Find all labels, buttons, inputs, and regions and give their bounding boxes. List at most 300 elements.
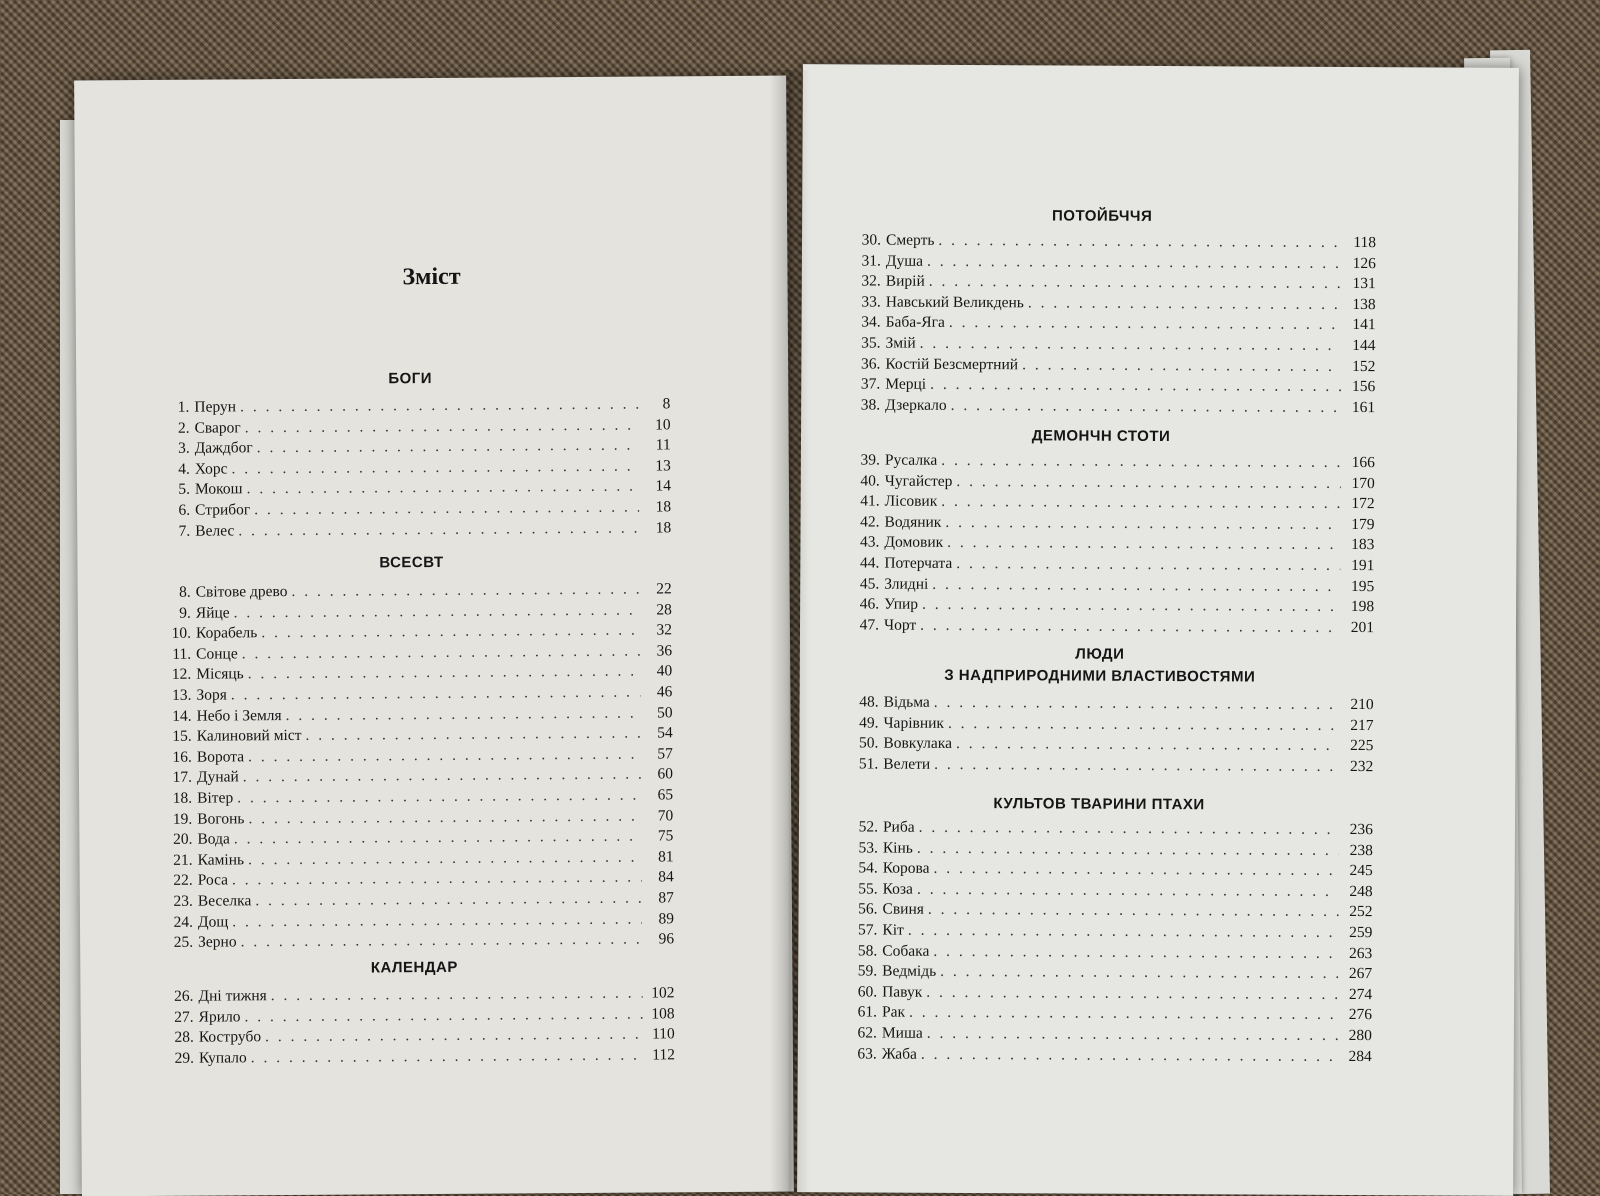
entry-title: Даждбог <box>194 439 253 457</box>
toc-entry[interactable] <box>846 900 1372 923</box>
dot-leader <box>930 375 1341 398</box>
toc-entry[interactable] <box>159 518 671 542</box>
toc-entry[interactable] <box>848 615 1374 638</box>
dot-leader <box>941 492 1341 515</box>
entry-page: 65 <box>657 786 674 804</box>
entry-number: 40. <box>860 472 880 490</box>
entry-number: 49. <box>859 714 879 732</box>
toc-entry[interactable] <box>846 982 1372 1005</box>
entry-title: Вода <box>197 830 230 848</box>
entry-page: 156 <box>1351 378 1376 396</box>
entry-number: 53. <box>858 839 878 857</box>
toc-entry[interactable] <box>849 512 1375 535</box>
entry-number: 61. <box>857 1003 878 1021</box>
dot-leader <box>234 827 642 850</box>
dot-leader <box>243 765 641 788</box>
entry-page: 191 <box>1351 556 1375 575</box>
entry-page: 195 <box>1350 577 1375 595</box>
entry-page: 87 <box>658 889 674 907</box>
entry-number: 11. <box>172 645 192 663</box>
entry-title: Вовкулака <box>883 734 953 753</box>
entry-number: 60. <box>857 983 878 1001</box>
entry-number: 22. <box>173 872 193 890</box>
entry-number: 63. <box>857 1044 877 1063</box>
entry-title: Злидні <box>884 575 929 593</box>
entry-title: Зерно <box>198 933 237 951</box>
entry-number: 17. <box>172 769 193 787</box>
entry-number: 26. <box>174 987 194 1005</box>
entry-number: 46. <box>859 595 880 613</box>
dot-leader <box>265 1025 643 1048</box>
entry-number: 4. <box>178 460 190 478</box>
entry-page: 217 <box>1350 716 1374 734</box>
toc-list-vsesvit <box>160 579 675 953</box>
toc-entry[interactable] <box>848 692 1374 715</box>
dot-leader <box>920 616 1340 639</box>
entry-page: 11 <box>655 436 671 454</box>
entry-title: Русалка <box>884 451 938 469</box>
dot-leader <box>248 744 641 767</box>
entry-title: Калиновий міст <box>196 727 302 745</box>
entry-page: 267 <box>1348 965 1373 983</box>
left-page <box>74 76 794 1196</box>
toc-list-kalendar <box>162 983 675 1069</box>
entry-title: Місяць <box>196 665 244 684</box>
dot-leader <box>951 396 1342 419</box>
entry-page: 118 <box>1353 234 1377 252</box>
entry-title: Роса <box>197 871 229 889</box>
entry-number: 36. <box>860 355 881 373</box>
dot-leader <box>934 693 1340 716</box>
entry-title: Вітер <box>197 789 234 807</box>
entry-page: 126 <box>1352 254 1376 272</box>
toc-entry[interactable] <box>846 1023 1372 1046</box>
entry-page: 274 <box>1348 985 1373 1003</box>
toc-entry[interactable] <box>163 1045 675 1069</box>
entry-title: Кінь <box>882 839 913 857</box>
entry-number: 54. <box>858 859 878 877</box>
entry-page: 152 <box>1352 357 1376 375</box>
toc-entry[interactable] <box>846 920 1372 943</box>
dot-leader <box>232 868 642 891</box>
toc-entry[interactable] <box>850 292 1376 315</box>
entry-page: 8 <box>662 395 671 413</box>
entry-page: 89 <box>658 909 675 927</box>
entry-page: 112 <box>652 1046 675 1064</box>
dot-leader <box>231 683 641 706</box>
entry-number: 58. <box>857 941 878 960</box>
dot-leader <box>927 1024 1338 1047</box>
dot-leader <box>248 847 642 870</box>
entry-number: 15. <box>172 727 192 745</box>
toc-entry[interactable] <box>847 817 1373 840</box>
toc-entry[interactable] <box>849 375 1375 398</box>
entry-title: Коза <box>882 880 914 898</box>
entry-page: 108 <box>651 1004 675 1023</box>
entry-title: Купало <box>198 1049 247 1067</box>
entry-page: 210 <box>1350 696 1374 714</box>
section-heading-kalendar: КАЛЕНДАР <box>370 958 458 977</box>
entry-title: Камінь <box>197 851 245 869</box>
dot-leader <box>246 477 639 500</box>
dot-leader <box>929 272 1342 295</box>
entry-page: 28 <box>656 600 672 619</box>
entry-title: Рак <box>881 1003 906 1022</box>
toc-entry[interactable] <box>846 1044 1372 1067</box>
entry-page: 32 <box>656 621 673 639</box>
entry-page: 280 <box>1348 1026 1372 1045</box>
entry-page: 96 <box>658 930 675 948</box>
entry-number: 42. <box>860 513 880 531</box>
entry-page: 10 <box>654 415 671 434</box>
dot-leader <box>921 1044 1338 1067</box>
entry-number: 3. <box>178 439 190 457</box>
entry-number: 7. <box>178 522 191 540</box>
toc-entry[interactable] <box>850 272 1376 295</box>
entry-page: 172 <box>1351 495 1375 513</box>
entry-title: Кострубо <box>198 1028 262 1046</box>
entry-title: Змій <box>885 334 916 352</box>
entry-title: Чугайстер <box>884 472 953 490</box>
dot-leader <box>947 533 1340 556</box>
entry-page: 161 <box>1351 398 1376 416</box>
entry-title: Свиня <box>882 900 924 919</box>
dot-leader <box>261 621 640 644</box>
entry-number: 20. <box>172 830 193 848</box>
dot-leader <box>956 554 1340 577</box>
dot-leader <box>232 909 642 932</box>
toc-entry[interactable] <box>847 859 1373 882</box>
entry-number: 48. <box>859 693 879 711</box>
entry-title: Зоря <box>196 686 227 704</box>
dot-leader <box>917 880 1339 903</box>
entry-title: Корабель <box>195 624 258 642</box>
entry-number: 21. <box>173 851 193 869</box>
toc-list-bogy <box>158 394 671 542</box>
entry-number: 34. <box>861 313 881 331</box>
entry-number: 25. <box>173 933 194 951</box>
entry-number: 43. <box>860 533 880 551</box>
dot-leader <box>245 415 639 438</box>
entry-title: Костій Безсмертний <box>885 355 1019 373</box>
toc-entry[interactable] <box>162 929 674 953</box>
entry-page: 198 <box>1350 598 1375 616</box>
entry-number: 18. <box>172 789 193 807</box>
dot-leader <box>1022 355 1341 377</box>
entry-page: 84 <box>658 868 674 886</box>
entry-number: 35. <box>861 334 881 352</box>
toc-list-lyudy <box>847 692 1373 777</box>
entry-page: 18 <box>655 498 672 516</box>
dot-leader <box>934 859 1339 882</box>
dot-leader <box>908 921 1339 944</box>
entry-title: Дні тижня <box>198 987 267 1005</box>
entry-page: 131 <box>1352 275 1376 293</box>
entry-number: 28. <box>174 1028 194 1047</box>
entry-number: 1. <box>177 398 190 416</box>
toc-entry[interactable] <box>850 230 1376 253</box>
entry-number: 50. <box>858 734 879 752</box>
dot-leader <box>932 574 1340 597</box>
entry-number: 51. <box>858 755 879 773</box>
entry-title: Вирій <box>885 272 925 290</box>
entry-title: Велети <box>883 755 931 773</box>
entry-number: 33. <box>861 293 881 311</box>
entry-page: 263 <box>1349 944 1373 962</box>
dot-leader <box>948 713 1340 736</box>
entry-title: Вогонь <box>197 809 245 828</box>
entry-title: Собака <box>882 942 930 960</box>
entry-title: Сварог <box>194 418 241 437</box>
toc-entry[interactable] <box>846 962 1372 985</box>
entry-page: 102 <box>651 984 675 1002</box>
entry-page: 236 <box>1349 821 1374 839</box>
toc-entry[interactable] <box>848 595 1374 618</box>
entry-title: Кіт <box>882 921 904 939</box>
entry-title: Небо і Земля <box>196 706 282 725</box>
entry-number: 32. <box>861 272 881 290</box>
entry-title: Дощ <box>197 912 229 931</box>
dot-leader <box>945 513 1340 536</box>
entry-page: 22 <box>656 580 672 598</box>
toc-entry[interactable] <box>847 713 1373 736</box>
entry-page: 276 <box>1348 1006 1373 1024</box>
dot-leader <box>271 984 643 1007</box>
toc-entry[interactable] <box>846 941 1372 964</box>
dot-leader <box>291 580 639 603</box>
entry-title: Риба <box>882 818 915 836</box>
dot-leader <box>934 755 1339 778</box>
entry-title: Велес <box>195 521 235 540</box>
dot-leader <box>928 900 1339 923</box>
entry-title: Смерть <box>885 231 935 249</box>
entry-number: 62. <box>857 1024 877 1042</box>
section-subheading-lyudy: З НАДПРИРОДНИМИ ВЛАСТИВОСТЯМИ <box>944 666 1256 686</box>
entry-title: Водяник <box>884 513 942 531</box>
dot-leader <box>234 600 640 623</box>
entry-page: 144 <box>1352 336 1376 355</box>
entry-page: 252 <box>1349 903 1373 921</box>
entry-number: 13. <box>171 686 192 704</box>
dot-leader <box>940 962 1338 985</box>
entry-title: Миша <box>881 1024 923 1042</box>
entry-number: 52. <box>858 818 879 836</box>
entry-page: 36 <box>656 642 673 660</box>
dot-leader <box>933 941 1338 964</box>
entry-title: Сонце <box>196 645 238 663</box>
entry-title: Мокош <box>194 480 243 499</box>
entry-number: 31. <box>861 252 881 270</box>
dot-leader <box>254 498 639 521</box>
toc-entry[interactable] <box>850 251 1376 274</box>
entry-title: Павук <box>882 983 923 1001</box>
entry-number: 56. <box>858 900 878 918</box>
dot-leader <box>305 724 640 747</box>
entry-title: Корова <box>882 859 930 877</box>
entry-number: 39. <box>860 451 880 469</box>
toc-entry[interactable] <box>846 1003 1372 1026</box>
dot-leader <box>1028 293 1342 315</box>
entry-page: 138 <box>1352 295 1376 313</box>
dot-leader <box>237 785 641 808</box>
entry-title: Мерці <box>885 375 927 393</box>
entry-number: 24. <box>173 913 194 931</box>
entry-number: 23. <box>173 892 193 910</box>
section-heading-demonichni-istoty: ДЕМОНЧН СТОТИ <box>1031 427 1171 446</box>
entry-title: Домовик <box>884 533 944 552</box>
entry-number: 55. <box>858 880 878 898</box>
section-heading-lyudy: ЛЮДИ <box>1075 645 1125 663</box>
section-heading-vsesvit: ВСЕСВТ <box>379 553 444 572</box>
entry-page: 70 <box>657 806 674 824</box>
entry-number: 38. <box>860 396 881 414</box>
entry-title: Перун <box>194 398 237 416</box>
dot-leader <box>240 395 638 418</box>
dot-leader <box>956 472 1340 495</box>
entry-number: 16. <box>172 748 192 766</box>
entry-page: 13 <box>655 457 671 475</box>
dot-leader <box>238 518 639 541</box>
page-title: Зміст <box>402 263 461 291</box>
toc-entry[interactable] <box>847 838 1373 861</box>
entry-number: 10. <box>171 624 192 643</box>
entry-number: 37. <box>860 375 881 393</box>
book-gutter-shadow <box>770 70 810 1194</box>
entry-page: 238 <box>1349 841 1373 859</box>
entry-title: Лісовик <box>884 492 938 511</box>
entry-title: Ведмідь <box>882 962 937 980</box>
toc-entry[interactable] <box>847 879 1373 902</box>
entry-title: Веселка <box>197 892 252 910</box>
dot-leader <box>922 595 1340 618</box>
entry-page: 60 <box>657 765 674 783</box>
entry-number: 8. <box>179 583 191 601</box>
dot-leader <box>920 334 1342 357</box>
entry-page: 14 <box>655 477 672 495</box>
entry-title: Баба-Яга <box>885 313 945 332</box>
toc-entry[interactable] <box>849 354 1375 377</box>
dot-leader <box>917 838 1339 861</box>
entry-page: 170 <box>1351 474 1375 492</box>
entry-title: Чарівник <box>883 714 945 732</box>
toc-entry[interactable] <box>849 471 1375 494</box>
entry-number: 29. <box>174 1049 194 1067</box>
entry-number: 14. <box>172 707 192 725</box>
toc-entry[interactable] <box>849 395 1375 418</box>
dot-leader <box>257 436 639 459</box>
entry-number: 27. <box>174 1008 194 1026</box>
dot-leader <box>919 818 1339 841</box>
toc-entry[interactable] <box>849 492 1375 515</box>
entry-page: 232 <box>1349 757 1374 775</box>
entry-title: Дзеркало <box>885 396 947 414</box>
entry-page: 245 <box>1349 862 1373 880</box>
entry-number: 6. <box>178 501 191 519</box>
entry-page: 225 <box>1350 737 1374 755</box>
dot-leader <box>255 888 642 911</box>
toc-entry[interactable] <box>849 333 1375 356</box>
right-page <box>797 64 1519 1196</box>
entry-page: 57 <box>657 745 673 763</box>
entry-page: 18 <box>655 518 672 537</box>
dot-leader <box>248 662 641 685</box>
dot-leader <box>242 641 641 664</box>
entry-title: Дунай <box>196 768 239 787</box>
entry-page: 110 <box>652 1025 675 1043</box>
section-heading-kultovi-tvaryny: КУЛЬТОВ ТВАРИНИ ПТАХИ <box>993 795 1205 814</box>
entry-title: Ярило <box>198 1007 241 1026</box>
toc-entry[interactable] <box>848 533 1374 556</box>
entry-number: 2. <box>177 419 190 437</box>
entry-number: 12. <box>171 666 192 684</box>
entry-page: 166 <box>1351 454 1375 472</box>
entry-page: 54 <box>657 724 673 742</box>
toc-entry[interactable] <box>847 754 1373 777</box>
entry-number: 30. <box>861 231 882 249</box>
entry-number: 41. <box>860 492 880 510</box>
toc-entry[interactable] <box>848 574 1374 597</box>
entry-title: Жаба <box>881 1045 917 1063</box>
entry-title: Навський Великдень <box>885 293 1024 312</box>
entry-page: 201 <box>1350 618 1375 636</box>
entry-page: 248 <box>1349 882 1373 900</box>
toc-entry[interactable] <box>850 313 1376 336</box>
dot-leader <box>949 313 1342 336</box>
entry-title: Стрибог <box>195 501 251 519</box>
entry-title: Упир <box>884 595 919 613</box>
entry-number: 59. <box>857 962 878 980</box>
entry-title: Хорс <box>194 460 228 478</box>
entry-number: 47. <box>859 616 880 634</box>
entry-page: 75 <box>657 827 674 845</box>
toc-list-potoybichchya <box>849 230 1376 418</box>
entry-title: Потерчата <box>884 554 953 572</box>
entry-number: 19. <box>172 810 193 828</box>
entry-title: Ворота <box>196 748 245 766</box>
toc-entry[interactable] <box>849 450 1375 473</box>
entry-number: 9. <box>179 604 191 622</box>
entry-page: 141 <box>1352 316 1376 334</box>
dot-leader <box>286 703 641 726</box>
toc-list-demonichni-istoty <box>848 450 1375 638</box>
dot-leader <box>231 456 639 479</box>
toc-entry[interactable] <box>848 553 1374 576</box>
dot-leader <box>941 451 1341 474</box>
entry-number: 5. <box>178 481 191 499</box>
entry-page: 284 <box>1348 1047 1372 1065</box>
dot-leader <box>956 734 1340 757</box>
dot-leader <box>251 1045 643 1068</box>
dot-leader <box>248 806 641 829</box>
dot-leader <box>926 983 1338 1006</box>
section-heading-bogy: БОГИ <box>388 370 433 388</box>
entry-page: 81 <box>657 848 674 866</box>
entry-page: 46 <box>656 683 673 701</box>
toc-entry[interactable] <box>847 734 1373 757</box>
dot-leader <box>927 251 1342 274</box>
entry-page: 259 <box>1349 923 1373 942</box>
dot-leader <box>938 231 1342 254</box>
section-heading-potoybichchya: ПОТОЙБЧЧЯ <box>1051 207 1153 225</box>
toc-list-kultovi-tvaryny <box>846 817 1373 1067</box>
entry-number: 45. <box>859 575 880 593</box>
entry-title: Відьма <box>883 693 930 711</box>
dot-leader <box>244 1004 642 1027</box>
entry-page: 179 <box>1351 515 1375 533</box>
dot-leader <box>241 930 643 953</box>
dot-leader <box>909 1003 1338 1026</box>
entry-title: Світове древо <box>195 583 288 601</box>
